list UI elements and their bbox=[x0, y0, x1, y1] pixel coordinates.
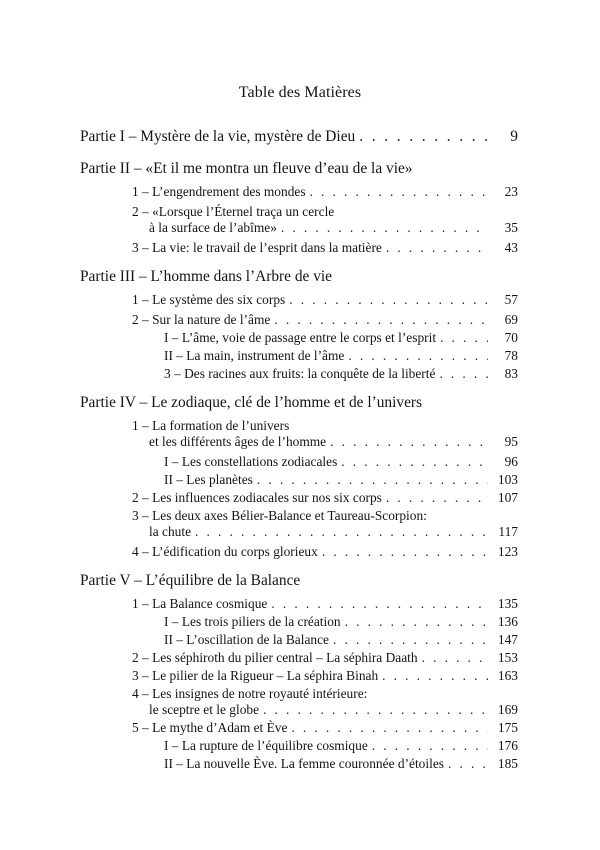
dot-leader bbox=[271, 596, 488, 612]
toc-entry-text: Partie V – L’équilibre de la Balance bbox=[80, 572, 301, 589]
toc-part-heading bbox=[80, 572, 518, 590]
toc-page-number: 185 bbox=[497, 756, 518, 771]
toc-entry bbox=[164, 366, 518, 382]
toc-entry bbox=[132, 668, 518, 684]
toc-entry-text: Partie I – Mystère de la vie, mystère de Dieu bbox=[80, 128, 356, 145]
toc-entry-text: 2 – Les séphiroth du pilier central – La séphira Daath bbox=[132, 650, 418, 665]
toc-entry-text: 1 – La Balance cosmique bbox=[132, 596, 268, 611]
toc-entry bbox=[149, 702, 518, 718]
toc-entry bbox=[132, 204, 518, 220]
toc-entry bbox=[164, 756, 518, 772]
dot-leader bbox=[386, 490, 488, 506]
toc-entry-text: 2 – «Lorsque l’Éternel traça un cercle bbox=[132, 204, 335, 219]
toc-page-number: 9 bbox=[510, 128, 518, 145]
toc-entry-text: 3 – Des racines aux fruits: la conquête de la liberté bbox=[164, 366, 436, 381]
dot-leader bbox=[422, 650, 488, 666]
toc-entry-text: la chute bbox=[149, 524, 192, 539]
toc-entry-text: II – Les planètes bbox=[164, 472, 253, 487]
toc-entry bbox=[132, 312, 518, 328]
dot-leader bbox=[345, 614, 488, 630]
toc-page-number: 57 bbox=[504, 292, 518, 307]
toc-entry-text: et les différents âges de l’homme bbox=[149, 434, 327, 449]
dot-leader bbox=[281, 220, 488, 236]
toc-entry-text: 3 – Le pilier de la Rigueur – La séphira Binah bbox=[132, 668, 379, 683]
dot-leader bbox=[372, 738, 488, 754]
dot-leader bbox=[341, 454, 488, 470]
toc-part-heading bbox=[80, 394, 518, 412]
toc-page-number: 169 bbox=[497, 702, 518, 717]
toc-page-number: 175 bbox=[497, 720, 518, 735]
dot-leader bbox=[330, 434, 488, 450]
toc-page-number: 43 bbox=[504, 240, 518, 255]
toc-page-number: 78 bbox=[504, 348, 518, 363]
toc-page-number: 70 bbox=[504, 330, 518, 345]
dot-leader bbox=[263, 702, 488, 718]
toc-entry-text: Partie III – L’homme dans l’Arbre de vie bbox=[80, 268, 333, 285]
dot-leader bbox=[348, 348, 488, 364]
toc-entry-text: 1 – Le système des six corps bbox=[132, 292, 286, 307]
dot-leader bbox=[322, 544, 488, 560]
toc-entry-text: II – L’oscillation de la Balance bbox=[164, 632, 329, 647]
dot-leader bbox=[359, 128, 488, 146]
toc-page-number: 163 bbox=[497, 668, 518, 683]
toc-entry-text: Partie II – «Et il me montra un fleuve d’eau de la vie» bbox=[80, 160, 413, 177]
toc-part-heading bbox=[80, 268, 518, 286]
toc-entry-text: I – La rupture de l’équilibre cosmique bbox=[164, 738, 368, 753]
toc-page-number: 69 bbox=[504, 312, 518, 327]
toc-entry-text: 1 – L’engendrement des mondes bbox=[132, 184, 306, 199]
dot-leader bbox=[382, 668, 488, 684]
toc-entry-text: II – La nouvelle Ève. La femme couronnée d’étoiles bbox=[164, 756, 444, 771]
toc-page-number: 147 bbox=[497, 632, 518, 647]
toc-entry bbox=[164, 632, 518, 648]
toc-page-number: 96 bbox=[504, 454, 518, 469]
toc-entry-text: 2 – Les influences zodiacales sur nos six corps bbox=[132, 490, 382, 505]
toc-entry bbox=[132, 184, 518, 200]
toc-entry-text: 2 – Sur la nature de l’âme bbox=[132, 312, 271, 327]
toc-page-number: 95 bbox=[504, 434, 518, 449]
toc-entry bbox=[132, 418, 518, 434]
toc-entry bbox=[132, 720, 518, 736]
toc-part-heading bbox=[80, 160, 518, 178]
toc-entry-text: I – Les constellations zodiacales bbox=[164, 454, 338, 469]
toc-entry bbox=[132, 240, 518, 256]
toc-entry-text: 3 – La vie: le travail de l’esprit dans la matière bbox=[132, 240, 382, 255]
toc-entry bbox=[164, 738, 518, 754]
toc-entry bbox=[164, 472, 518, 488]
toc-entry bbox=[132, 508, 518, 524]
toc-page-number: 135 bbox=[497, 596, 518, 611]
toc-entry-text: à la surface de l’abîme» bbox=[149, 220, 277, 235]
toc-page-number: 107 bbox=[497, 490, 518, 505]
dot-leader bbox=[386, 240, 488, 256]
toc-entry bbox=[164, 348, 518, 364]
dot-leader bbox=[448, 756, 488, 772]
dot-leader bbox=[274, 312, 488, 328]
toc-page-number: 23 bbox=[504, 184, 518, 199]
toc-entry-text: 3 – Les deux axes Bélier-Balance et Taureau-Scorpion: bbox=[132, 508, 427, 523]
toc-entry bbox=[132, 292, 518, 308]
toc-entry-text: 1 – La formation de l’univers bbox=[132, 418, 290, 433]
toc-page-number: 136 bbox=[497, 614, 518, 629]
dot-leader bbox=[440, 330, 488, 346]
toc-entry bbox=[132, 490, 518, 506]
toc-entry bbox=[149, 524, 518, 540]
toc-page-number: 103 bbox=[497, 472, 518, 487]
toc-entry bbox=[164, 454, 518, 470]
toc-entry bbox=[132, 544, 518, 560]
dot-leader bbox=[195, 524, 488, 540]
dot-leader bbox=[289, 292, 488, 308]
toc-entry bbox=[132, 650, 518, 666]
toc-page-number: 117 bbox=[498, 524, 518, 539]
toc-entry-text: 4 – L’édification du corps glorieux bbox=[132, 544, 318, 559]
toc-entry-text: le sceptre et le globe bbox=[149, 702, 260, 717]
dot-leader bbox=[310, 184, 488, 200]
toc-entry bbox=[149, 220, 518, 236]
toc-page-number: 153 bbox=[497, 650, 518, 665]
dot-leader bbox=[333, 632, 488, 648]
toc-entry-text: II – La main, instrument de l’âme bbox=[164, 348, 345, 363]
toc-entry-text: 5 – Le mythe d’Adam et Ève bbox=[132, 720, 288, 735]
toc-entry-text: 4 – Les insignes de notre royauté intérieure: bbox=[132, 686, 368, 701]
toc-entry bbox=[149, 434, 518, 450]
toc-entry bbox=[132, 686, 518, 702]
toc-part-heading bbox=[80, 128, 518, 146]
toc-page-number: 176 bbox=[497, 738, 518, 753]
toc-entry-text: I – Les trois piliers de la création bbox=[164, 614, 341, 629]
dot-leader bbox=[291, 720, 488, 736]
toc-entry bbox=[164, 330, 518, 346]
toc-entry bbox=[164, 614, 518, 630]
page-title: Table des Matières bbox=[238, 84, 362, 101]
toc-entry-text: Partie IV – Le zodiaque, clé de l’homme et de l’univers bbox=[80, 394, 423, 411]
toc-entry-text: I – L’âme, voie de passage entre le corps et l’esprit bbox=[164, 330, 437, 345]
toc-page-number: 35 bbox=[504, 220, 518, 235]
dot-leader bbox=[439, 366, 488, 382]
toc-page-number: 123 bbox=[497, 544, 518, 559]
toc-page-number: 83 bbox=[504, 366, 518, 381]
dot-leader bbox=[257, 472, 488, 488]
toc-entry bbox=[132, 596, 518, 612]
